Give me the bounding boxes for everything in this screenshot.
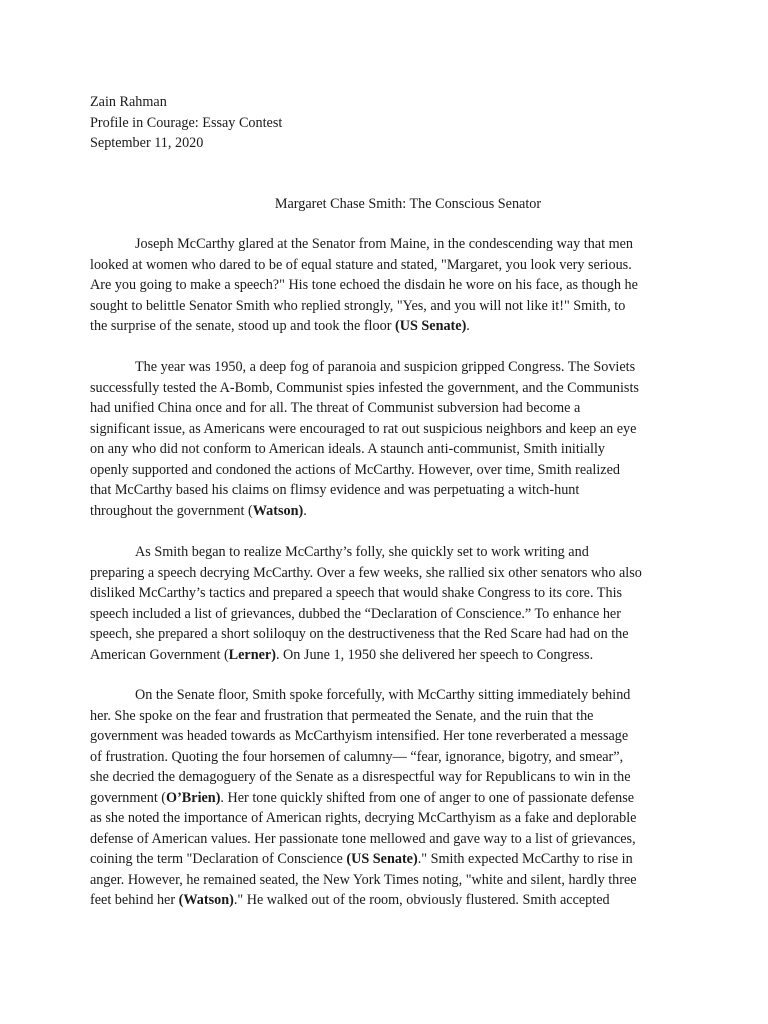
text-run: ." Smith expected McCarthy to rise in <box>417 851 633 867</box>
text-run: Are you going to make a speech?" His tone echoed the disdain he wore on his face, as though he <box>90 277 638 293</box>
text-run: government was headed towards as McCarthyism intensified. Her tone reverberated a message <box>90 728 629 744</box>
paragraph-line <box>90 706 730 727</box>
text-run: looked at women who dared to be of equal stature and stated, "Margaret, you look very serious. <box>90 256 632 273</box>
citation: Watson) <box>252 502 304 519</box>
text-run: ." He walked out of the room, obviously flustered. Smith accepted <box>233 892 610 908</box>
paragraph-line <box>90 870 730 891</box>
text-run: throughout the government ( <box>90 502 253 519</box>
text-run: . On June 1, 1950 she delivered her speech to Congress. <box>275 646 594 663</box>
text-run: on any who did not conform to American ideals. A staunch anti-communist, Smith initially <box>90 441 606 457</box>
paragraph-line <box>90 604 730 625</box>
text-run: . Her tone quickly shifted from one of anger to one of passionate defense <box>220 789 635 806</box>
course-title: Profile in Courage: Essay Contest <box>90 114 283 131</box>
citation: Lerner) <box>228 646 276 663</box>
text-run: The year was 1950, a deep fog of paranoia and suspicion gripped Congress. The Soviets <box>135 359 636 375</box>
text-run: successfully tested the A-Bomb, Communist spies infested the government, and the Communists <box>90 379 639 396</box>
text-run: openly supported and condoned the actions of McCarthy. However, over time, Smith realized <box>90 461 621 478</box>
text-run: speech included a list of grievances, dubbed the “Declaration of Conscience.” To enhance her <box>90 605 621 622</box>
text-run: defense of American values. Her passionate tone mellowed and gave way to a list of grievances, <box>90 830 636 847</box>
paragraph-line <box>90 767 730 788</box>
citation: (US Senate) <box>346 851 418 867</box>
paragraph-line <box>90 563 730 584</box>
citation: O’Brien) <box>166 789 221 806</box>
paragraph-line <box>90 788 730 809</box>
text-run: the surprise of the senate, stood up and took the floor <box>90 318 395 334</box>
document-date: September 11, 2020 <box>90 135 204 151</box>
paragraph <box>90 357 730 521</box>
text-run: she decried the demagoguery of the Senate as a disrespectful way for Republicans to win in the <box>90 769 631 785</box>
text-run: preparing a speech decrying McCarthy. Over a few weeks, she rallied six other senators who also <box>90 564 642 581</box>
text-run: as she noted the importance of American rights, decrying McCarthyism as a fake and deplorable <box>90 810 637 826</box>
paragraph <box>90 685 730 911</box>
text-run: . <box>466 318 470 334</box>
text-run: government ( <box>90 789 167 806</box>
paragraph-line <box>90 398 730 419</box>
document-header <box>90 92 282 154</box>
paragraph <box>90 234 730 337</box>
paragraph-line <box>90 316 730 337</box>
text-run: sought to belittle Senator Smith who replied strongly, "Yes, and you will not like it!" Smith, to <box>90 297 626 314</box>
paragraph-line <box>90 357 730 378</box>
paragraph-line <box>90 890 730 911</box>
text-run: American Government ( <box>90 646 229 663</box>
paragraph-line <box>90 645 730 666</box>
paragraph-line <box>90 829 730 850</box>
text-run: anger. However, he remained seated, the New York Times noting, "white and silent, hardly three <box>90 871 637 888</box>
paragraph-line <box>90 234 730 255</box>
citation: (Watson) <box>178 892 234 908</box>
paragraph-line <box>90 460 730 481</box>
text-run: Joseph McCarthy glared at the Senator from Maine, in the condescending way that men <box>135 236 633 252</box>
paragraph-line <box>90 296 730 317</box>
citation: (US Senate) <box>394 318 467 334</box>
text-run: of frustration. Quoting the four horsemen of calumny— “fear, ignorance, bigotry, and smear”, <box>90 748 624 765</box>
text-run: had unified China once and for all. The threat of Communist subversion had become a <box>90 400 581 416</box>
text-run: significant issue, as Americans were encouraged to rat out suspicious neighbors and keep an eye <box>90 420 637 437</box>
paragraph-line <box>90 583 730 604</box>
text-run: that McCarthy based his claims on flimsy evidence and was perpetuating a witch-hunt <box>90 482 580 498</box>
paragraph-line <box>90 439 730 460</box>
paragraph-line <box>90 542 730 563</box>
text-run: coining the term "Declaration of Conscience <box>90 851 347 867</box>
text-run: feet behind her <box>90 892 179 908</box>
text-run: speech, she prepared a short soliloquy on the destructiveness that the Red Scare had had on the <box>90 626 629 642</box>
paragraph-line <box>90 747 730 768</box>
paragraph-line <box>90 501 730 522</box>
paragraph-line <box>90 275 730 296</box>
author-name: Zain Rahman <box>90 94 167 110</box>
paragraph <box>90 542 730 665</box>
paragraph-line <box>90 808 730 829</box>
paragraph-line <box>90 419 730 440</box>
paragraph-line <box>90 849 730 870</box>
text-run: As Smith began to realize McCarthy’s folly, she quickly set to work writing and <box>135 544 589 560</box>
paragraph-line <box>90 726 730 747</box>
paragraph-line <box>90 685 730 706</box>
paragraph-line <box>90 624 730 645</box>
text-run: her. She spoke on the fear and frustration that permeated the Senate, and the ruin that the <box>90 707 594 724</box>
paragraph-line <box>90 378 730 399</box>
essay-title: Margaret Chase Smith: The Conscious Senator <box>274 196 542 212</box>
paragraph-line <box>90 480 730 501</box>
paragraph-line <box>90 255 730 276</box>
text-run: On the Senate floor, Smith spoke forcefully, with McCarthy sitting immediately behind <box>135 687 631 703</box>
text-run: . <box>303 502 307 519</box>
text-run: disliked McCarthy’s tactics and prepared a speech that would shake Congress to its core. This <box>90 585 623 601</box>
